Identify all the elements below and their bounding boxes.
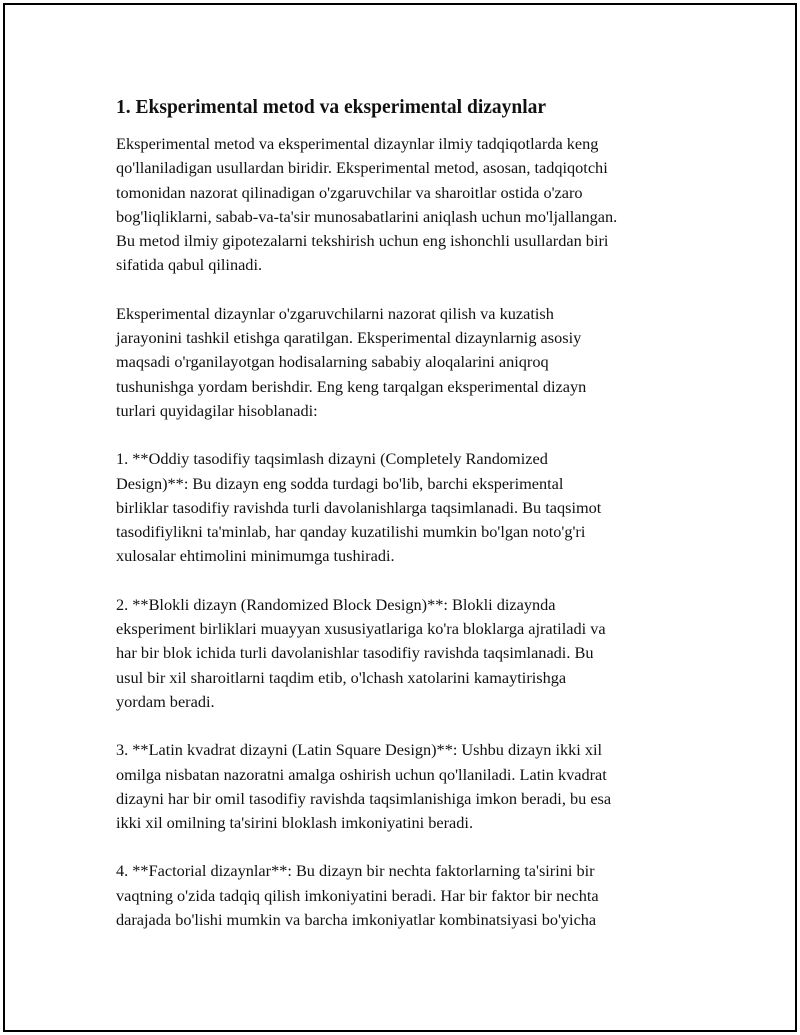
document-body <box>116 96 696 956</box>
paragraph-completely-randomized: 1. **Oddiy tasodifiy taqsimlash dizayni (Completely Randomized Design)**: Bu dizayn eng sodda turdagi bo'lib, barchi eksperimental birliklar tasodifiy ravishda turli davolanishlarga taqsimlanadi. Bu taqsimot tasodifiylikni ta'minlab, har qanday kuzatilishi mumkin bo'lgan noto'g'ri xulosalar ehtimolini minimumga tushiradi. <box>116 449 602 566</box>
paragraph-randomized-block: 2. **Blokli dizayn (Randomized Block Design)**: Blokli dizaynda eksperiment birliklari muayyan xususiyatlariga ko'ra bloklarga ajratiladi va har bir blok ichida turli davolanishlar tasodifiy ravishda taqsimlanadi. Bu usul bir xil sharoitlarni taqdim etib, o'lchash xatolarini kamaytirishga yordam beradi. <box>116 594 606 711</box>
paragraph-latin-square: 3. **Latin kvadrat dizayni (Latin Square Design)**: Ushbu dizayn ikki xil omilga nisbatan nazoratni amalga oshirish uchun qo'llaniladi. Latin kvadrat dizayni har bir omil tasodifiy ravishda taqsimlanishiga imkon beradi, bu esa ikki xil omilning ta'sirini bloklash imkoniyatini beradi. <box>116 740 612 833</box>
section-heading: 1. Eksperimental metod va eksperimental dizaynlar <box>116 97 547 118</box>
paragraph-factorial: 4. **Factorial dizaynlar**: Bu dizayn bir nechta faktorlarning ta'sirini bir vaqtning o'zida tadqiq qilish imkoniyatini beradi. Har bir faktor bir nechta darajada bo'lishi mumkin va barcha imkoniyatlar kombinatsiyasi bo'yicha <box>116 861 599 930</box>
paragraph-designs-overview: Eksperimental dizaynlar o'zgaruvchilarni nazorat qilish va kuzatish jarayonini tashkil etishga qaratilgan. Eksperimental dizaynlarnig asosiy maqsadi o'rganilayotgan hodisalarning sababiy aloqalarini aniqroq tushunishga yordam berishdir. Eng keng tarqalgan eksperimental dizayn turlari quyidagilar hisoblanadi: <box>116 303 587 420</box>
paragraph-intro: Eksperimental metod va eksperimental dizaynlar ilmiy tadqiqotlarda keng qo'llaniladigan usullardan biridir. Eksperimental metod, asosan, tadqiqotchi tomonidan nazorat qilinadigan o'zgaruvchilar va sharoitlar ostida o'zaro bog'liqliklarni, sabab-va-ta'sir munosabatlarini aniqlash uchun mo'ljallangan. Bu metod ilmiy gipotezalarni tekshirish uchun eng ishonchli usullardan biri sifatida qabul qilinadi. <box>116 134 618 275</box>
